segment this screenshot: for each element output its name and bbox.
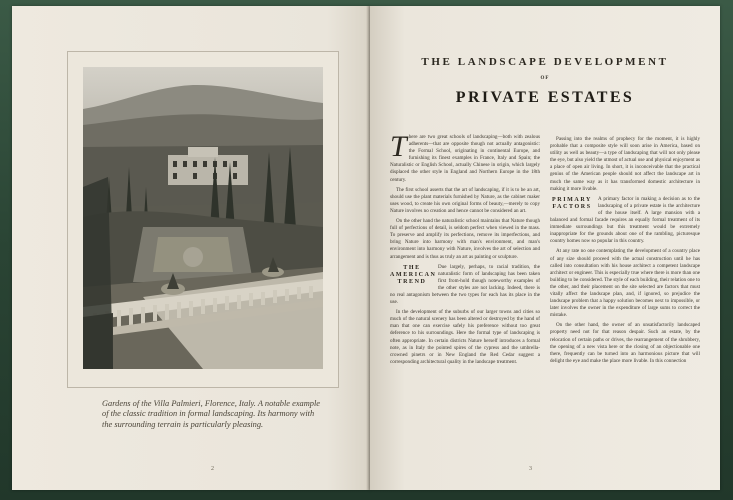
side-heading-primary-factors [550,197,594,211]
paragraph: Passing into the realms of prophecy for the moment, it is highly probable that a composite style will soon arise in America, based on utility as well as beauty—a type of landscaping that will not only please the eye, but also yield the utmost of actual use and physical enjoyment as a place of open air living. In short, it is inconceivable that the practical genius of the American people should not affect the landscape art in much the same way as it has transformed domestic architecture in making it more livable. [550,136,700,192]
side-heading-american-trend [390,264,437,287]
paragraph: On the other hand, the owner of an unsatisfactorily landscaped property need not for that reason despair. Such an estate, by the relocation of certain paths or drives, the rearrangement of the shrubbery, the opening of a new vista here or the closing of an objectionable one there, frequently can be turned into an harmonious picture that will delight the eye and make the place more livable. In this connection [550,322,700,364]
page-number-right: 3 [529,466,532,472]
paragraph: On the other hand the naturalistic school maintains that Nature though full of perfections of detail, is seldom perfect when viewed in the mass. To preserve and amplify its perfections, remove its imperfections, and bring Nature into harmony with man's environment, and man's environment into harmony with Nature, involves the art of selection and arrangement and is thus as truly an art as painting or sculpture. [390,218,540,260]
villa-garden-photo [83,67,323,369]
paragraph [390,264,540,307]
paragraph-text: A primary factor in making a decision as to the landscaping of a private estate is the architecture of the house itself. A large mansion with a balanced and formal facade requires an equally formal treatment of its immediate surroundings but this treatment would be extremely inappropriate for the grounds about one of the rambling, picturesque country homes now so popular in this country. [550,195,700,245]
article-title-of: OF [540,76,550,81]
text-column-2 [550,136,700,368]
paragraph-text: here are two great schools of landscaping—both with zealous adherents—that are opposite though not actually antagonistic: the Formal School, originating in continental Europe, and furnishing its finest examples in France, Italy and Spain; the Naturalistic or English School, actually Chinese in origin, which largely displaced the other style in England and Northern Europe in the 18th century. [390,134,540,183]
article-title-line1: THE LANDSCAPE DEVELOPMENT [421,56,669,68]
side-heading-line: TREND [397,279,427,285]
paragraph-text: Due largely, perhaps, to racial tradition, the naturalistic form of landscaping has been taken first from-hold though noteworthy examples of the other styles are not lacking. Indeed, there is no real antagonism between the two types for each has its place in the use. [390,263,540,306]
drop-cap: T [390,130,407,163]
page-number-left: 2 [211,466,214,472]
left-page [12,6,370,490]
side-heading-line: FACTORS [552,203,592,210]
photo-caption: Gardens of the Villa Palmieri, Florence, Italy. A notable example of the classic tradition in formal landscaping. Its harmony with the surrounding terrain is particularly pleasing. [102,399,321,429]
side-heading-line: AMERICAN [390,271,437,278]
text-column-1 [390,130,540,369]
side-heading-line: PRIMARY [552,196,592,203]
paragraph: At any rate no one contemplating the development of a country place of any size should proceed with the actual construction until he has called into consultation with his house architect a competent landscape architect or engineer. This is especially true where there is more than one building to be considered. The style of each building, their relation one to the other, and their placement on the site selected are factors that must vitally affect the landscape plan, and, if ignored, so prejudice the landscape problem that a happy solution becomes next to impossible, or later involves the owner in the expenditure of large sums to correct the mistake. [550,248,700,319]
paragraph [390,130,540,184]
right-page [370,6,720,490]
side-heading-line: THE [403,264,421,271]
photo-plate [67,51,339,388]
paragraph [550,196,700,246]
article-title-line2: PRIVATE ESTATES [455,89,635,106]
paragraph: The first school asserts that the art of landscaping, if it is to be an art, should use the plant materials furnished by Nature, as the cabinet maker uses wood, to create his own original forms of beauty,—merely to copy Nature involves no creation and hence cannot be considered an art. [390,186,540,214]
paragraph: In the development of the suburbs of our larger towns and cities so much of the natural scenery has been altered or destroyed by the hand of man that one can exercise safely his preference without too great deference to his surroundings. Here the formal type of landscaping is often appropriate. In certain districts Nature herself introduces a formal note, as in Italy the pointed spires of the cypress and the umbrella-crowned pinetrs or in New England the Red Cedar suggest a corresponding architectural quality in the landscape treatment. [390,309,540,365]
